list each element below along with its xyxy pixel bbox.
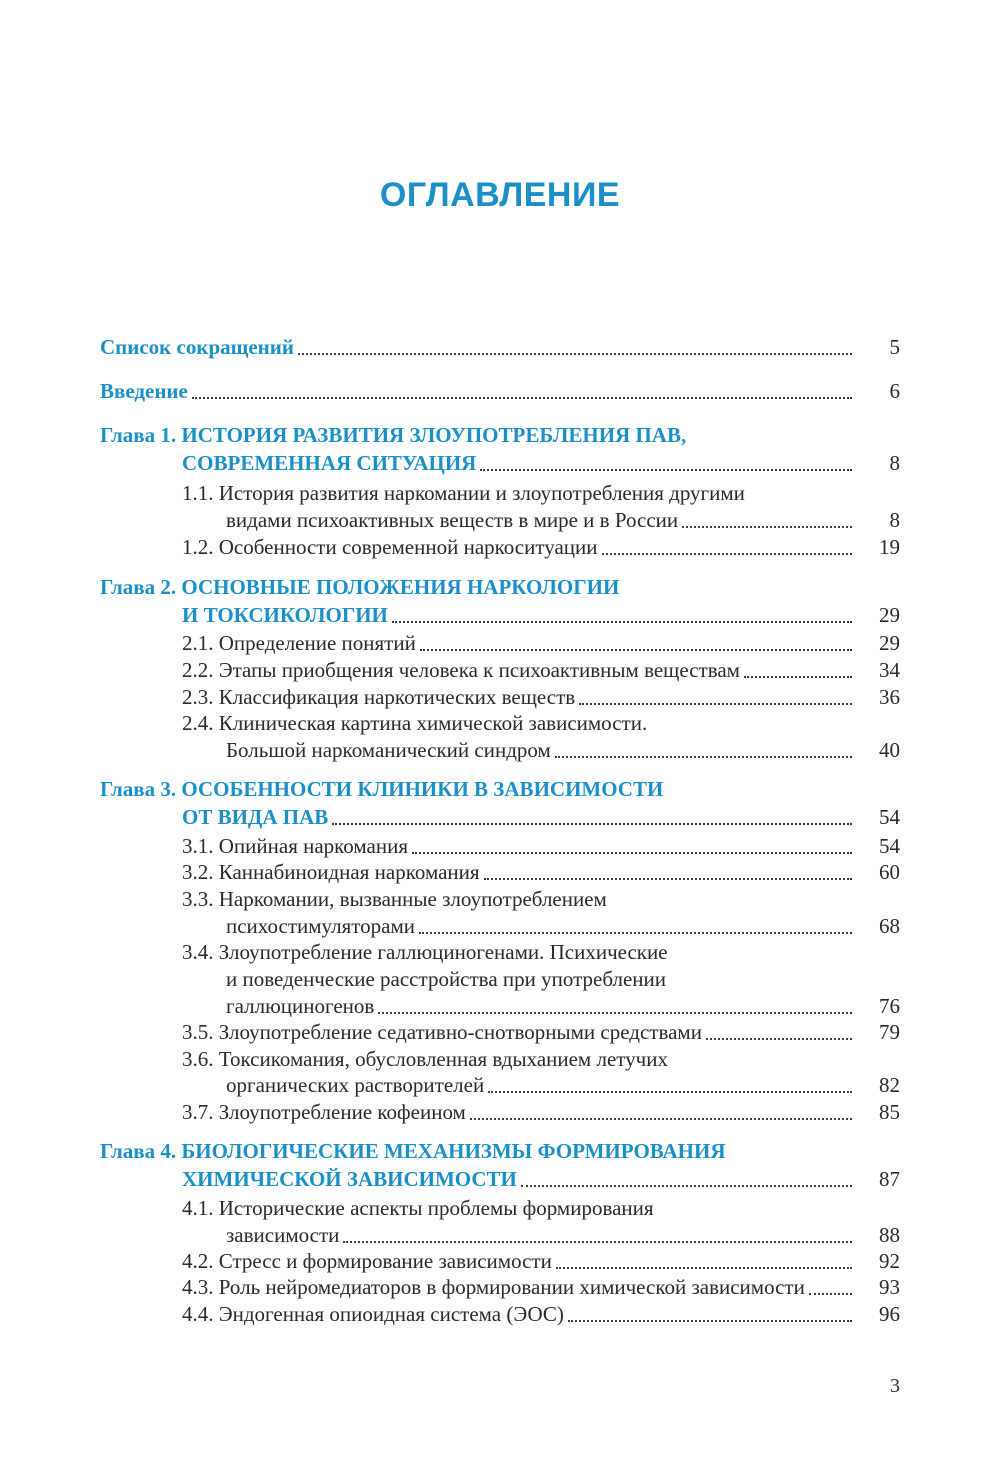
dot-leader — [392, 621, 852, 623]
toc-entry[interactable] — [0, 1193, 1000, 1223]
toc-entry-title: 1.2. Особенности современной наркоситуации — [182, 535, 598, 559]
dot-leader — [682, 526, 852, 528]
toc-page-number: 92 — [879, 1249, 900, 1273]
toc-entry-title: 4.2. Стресс и формирование зависимости — [182, 1249, 552, 1273]
toc-page-number: 68 — [879, 914, 900, 938]
toc-page-number: 40 — [879, 738, 900, 762]
toc-heading: Список сокращений — [100, 335, 294, 359]
page-number: 3 — [890, 1375, 900, 1397]
toc-page-number: 88 — [879, 1223, 900, 1247]
toc-entry-title: 3.1. Опийная наркомания — [182, 834, 408, 858]
toc-page-number: 8 — [889, 508, 900, 532]
toc-entry-title: 2.2. Этапы приобщения человека к психоактивным веществам — [182, 658, 740, 682]
toc-page-number: 6 — [889, 379, 900, 403]
toc-page-number: 93 — [879, 1275, 900, 1299]
toc-entry-title: 2.1. Определение понятий — [182, 631, 416, 655]
toc-page-number: 5 — [889, 335, 900, 359]
toc-entry[interactable] — [0, 420, 1000, 450]
dot-leader — [332, 823, 852, 825]
toc-heading: Глава 1. ИСТОРИЯ РАЗВИТИЯ ЗЛОУПОТРЕБЛЕНИЯ ПАВ, — [100, 423, 687, 447]
toc-heading: Введение — [100, 379, 188, 403]
toc-page-number: 19 — [879, 535, 900, 559]
toc-page-number: 8 — [889, 451, 900, 475]
toc-entry[interactable] — [0, 572, 1000, 602]
toc-entry[interactable] — [0, 1164, 1000, 1194]
toc-entry[interactable] — [0, 448, 1000, 478]
toc-entry[interactable] — [0, 708, 1000, 738]
dot-leader — [420, 649, 852, 651]
toc-page-number: 60 — [879, 860, 900, 884]
toc-page-number: 96 — [879, 1302, 900, 1326]
toc-page-number: 76 — [879, 994, 900, 1018]
toc-entry[interactable] — [0, 600, 1000, 630]
dot-leader — [809, 1293, 852, 1295]
dot-leader — [556, 1267, 852, 1269]
toc-page-number: 29 — [879, 603, 900, 627]
toc-entry[interactable] — [0, 1299, 1000, 1329]
toc-entry[interactable] — [0, 505, 1000, 535]
toc-entry-title: 3.3. Наркомании, вызванные злоупотреблением — [182, 887, 607, 911]
toc-entry-title: 3.2. Каннабиноидная наркомания — [182, 860, 480, 884]
toc-entry-title: 2.4. Клиническая картина химической зависимости. — [182, 711, 648, 735]
toc-entry-title: 3.7. Злоупотребление кофеином — [182, 1100, 466, 1124]
dot-leader — [579, 703, 852, 705]
dot-leader — [343, 1241, 852, 1243]
toc-heading: СОВРЕМЕННАЯ СИТУАЦИЯ — [182, 451, 477, 475]
toc-entry-title: зависимости — [226, 1223, 340, 1247]
toc-entry[interactable] — [0, 937, 1000, 967]
dot-leader — [484, 878, 852, 880]
toc-entry-title: 3.5. Злоупотребление седативно-снотворными средствами — [182, 1020, 702, 1044]
toc-entry[interactable] — [0, 964, 1000, 994]
toc-page-number: 87 — [879, 1167, 900, 1191]
dot-leader — [488, 1091, 852, 1093]
toc-entry[interactable] — [0, 376, 1000, 406]
toc-heading: ОТ ВИДА ПАВ — [182, 805, 329, 829]
toc-entry-title: 3.4. Злоупотребление галлюциногенами. Психические — [182, 940, 668, 964]
page-title: ОГЛАВЛЕНИЕ — [379, 176, 621, 214]
dot-leader — [602, 553, 852, 555]
toc-entry[interactable] — [0, 774, 1000, 804]
toc-page-number: 79 — [879, 1020, 900, 1044]
toc-page-number: 29 — [879, 631, 900, 655]
toc-entry-title: и поведенческие расстройства при употреблении — [226, 967, 667, 991]
toc-page-number: 54 — [879, 805, 900, 829]
toc-entry[interactable] — [0, 332, 1000, 362]
dot-leader — [706, 1038, 852, 1040]
toc-page-number: 82 — [879, 1073, 900, 1097]
dot-leader — [470, 1118, 852, 1120]
dot-leader — [480, 469, 852, 471]
toc-heading: ХИМИЧЕСКОЙ ЗАВИСИМОСТИ — [182, 1167, 517, 1191]
toc-entry[interactable] — [0, 478, 1000, 508]
toc-heading: И ТОКСИКОЛОГИИ — [182, 603, 388, 627]
toc-entry-title: 4.3. Роль нейромедиаторов в формировании химической зависимости — [182, 1275, 805, 1299]
toc-entry[interactable] — [0, 884, 1000, 914]
toc-entry-title: 4.4. Эндогенная опиоидная система (ЭОС) — [182, 1302, 564, 1326]
toc-heading: Глава 4. БИОЛОГИЧЕСКИЕ МЕХАНИЗМЫ ФОРМИРОВАНИЯ — [100, 1139, 726, 1163]
toc-entry-title: 2.3. Классификация наркотических веществ — [182, 685, 576, 709]
toc-heading: Глава 3. ОСОБЕННОСТИ КЛИНИКИ В ЗАВИСИМОСТИ — [100, 777, 664, 801]
dot-leader — [419, 932, 852, 934]
toc-entry[interactable] — [0, 802, 1000, 832]
toc-entry-title: 3.6. Токсикомания, обусловленная вдыханием летучих — [182, 1047, 668, 1071]
toc-entry-title: психостимуляторами — [226, 914, 416, 938]
toc-page-number: 85 — [879, 1100, 900, 1124]
toc-entry[interactable] — [0, 1017, 1000, 1047]
dot-leader — [744, 676, 852, 678]
toc-entry-title: Большой наркоманический синдром — [226, 738, 551, 762]
toc-entry[interactable] — [0, 628, 1000, 658]
toc-heading: Глава 2. ОСНОВНЫЕ ПОЛОЖЕНИЯ НАРКОЛОГИИ — [100, 575, 620, 599]
toc-entry[interactable] — [0, 1097, 1000, 1127]
toc-entry-title: 1.1. История развития наркомании и злоупотребления другими — [182, 481, 745, 505]
toc-entry[interactable] — [0, 1136, 1000, 1166]
toc-entry-title: видами психоактивных веществ в мире и в России — [226, 508, 679, 532]
toc-entry[interactable] — [0, 857, 1000, 887]
toc-page-number: 34 — [879, 658, 900, 682]
dot-leader — [568, 1320, 852, 1322]
toc-page-number: 36 — [879, 685, 900, 709]
toc-entry[interactable] — [0, 655, 1000, 685]
toc-entry-title: 4.1. Исторические аспекты проблемы формирования — [182, 1196, 654, 1220]
toc-entry-title: органических растворителей — [226, 1073, 485, 1097]
toc-page-number: 54 — [879, 834, 900, 858]
dot-leader — [555, 756, 852, 758]
toc-entry[interactable] — [0, 1070, 1000, 1100]
toc-entry-title: галлюциногенов — [226, 994, 375, 1018]
dot-leader — [192, 397, 852, 399]
dot-leader — [521, 1185, 852, 1187]
toc-entry[interactable] — [0, 532, 1000, 562]
toc-entry[interactable] — [0, 735, 1000, 765]
dot-leader — [298, 353, 852, 355]
dot-leader — [412, 852, 852, 854]
toc-entry[interactable] — [0, 1272, 1000, 1302]
dot-leader — [378, 1012, 852, 1014]
